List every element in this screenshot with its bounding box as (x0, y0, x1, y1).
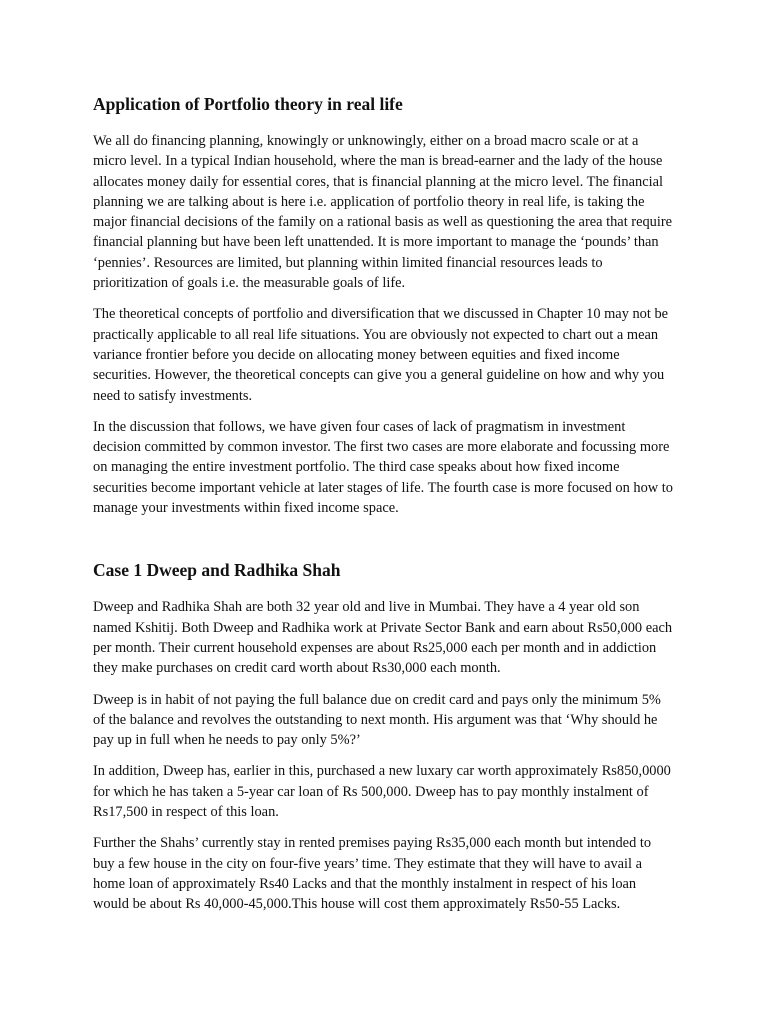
case1-paragraph-4: Further the Shahs’ currently stay in rented premises paying Rs35,000 each month but intended to buy a few house in the city on four-five years’ time. They estimate that they will have to avail a home loan of approximately Rs40 Lacks and that the monthly instalment in respect of his loan would be about Rs 40,000-45,000.This house will cost them approximately Rs50-55 Lacks. (93, 835, 652, 913)
case1-paragraph-3: In addition, Dweep has, earlier in this, purchased a new luxary car worth approximately Rs850,0000 for which he has taken a 5-year car loan of Rs 500,000. Dweep has to pay monthly instalment of Rs17,500 in respect of this loan. (93, 763, 671, 821)
case1-heading: Case 1 Dweep and Radhika Shah (93, 560, 341, 581)
document-title: Application of Portfolio theory in real life (93, 94, 403, 114)
intro-paragraph-2: The theoretical concepts of portfolio and diversification that we discussed in Chapter 10 may not be practically applicable to all real life situations. You are obviously not expected to chart out a mean variance frontier before you decide on allocating money between equities and fixed income securities. However, the theoretical concepts can give you a general guideline on how and why you need to satisfy investments. (93, 306, 669, 404)
intro-paragraph-1: We all do financing planning, knowingly or unknowingly, either on a broad macro scale or at a micro level. In a typical Indian household, where the man is bread-earner and the lady of the house allocates money daily for essential cores, that is financial planning at the micro level. The financial planning we are talking about is here i.e. application of portfolio theory in real life, is taking the major financial decisions of the family on a rational basis as well as questioning the area that require financial planning but have been left unattended. It is more important to manage the ‘pounds’ than ‘pennies’. Resources are limited, but planning within limited financial resources leads to prioritization of goals i.e. the measurable goals of life. (93, 133, 673, 292)
intro-paragraph-3: In the discussion that follows, we have given four cases of lack of pragmatism in investment decision committed by common investor. The first two cases are more elaborate and focussing more on managing the entire investment portfolio. The third case speaks about how fixed income securities become important vehicle at later stages of life. The fourth case is more focused on how to manage your investments within fixed income space. (93, 418, 673, 517)
document-page (93, 92, 673, 926)
section-spacer (93, 529, 673, 558)
case1-paragraph-2: Dweep is in habit of not paying the full balance due on credit card and pays only the minimum 5% of the balance and revolves the outstanding to next month. His argument was that ‘Why should he pay up in full when he needs to pay only 5%?’ (93, 691, 661, 749)
case1-paragraph-1: Dweep and Radhika Shah are both 32 year old and live in Mumbai. They have a 4 year old son named Kshitij. Both Dweep and Radhika work at Private Sector Bank and earn about Rs50,000 each per month. Their current household expenses are about Rs25,000 each per month and in addiction they make purchases on credit card worth about Rs30,000 each month. (93, 599, 673, 677)
